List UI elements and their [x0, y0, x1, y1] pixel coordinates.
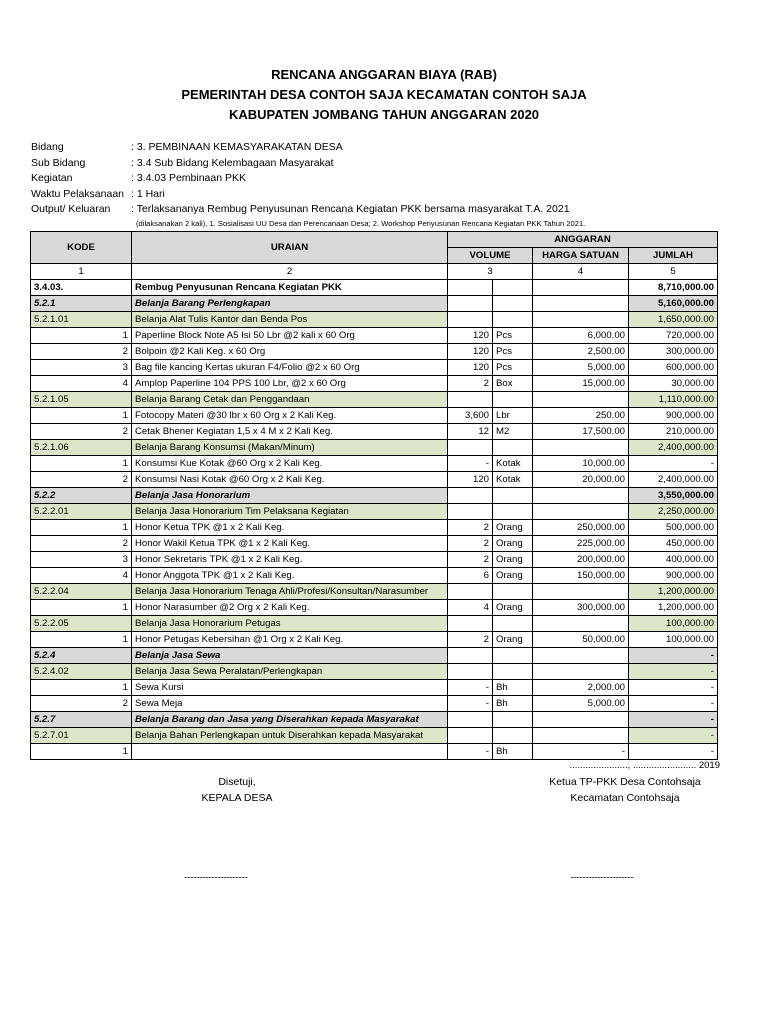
volume-unit: Bh — [493, 744, 533, 760]
amount: 2,400,000.00 — [629, 440, 718, 456]
volume-quantity — [448, 728, 493, 744]
account-code: 5.2.2 — [31, 488, 132, 504]
volume-unit — [493, 664, 533, 680]
info-value: : 3.4.03 Pembinaan PKK — [131, 172, 246, 185]
amount: - — [629, 648, 718, 664]
header-anggaran: ANGGARAN — [448, 232, 718, 248]
unit-price: 225,000.00 — [533, 536, 629, 552]
account-code: 5.2.7 — [31, 712, 132, 728]
account-code: 5.2.1.06 — [31, 440, 132, 456]
volume-quantity — [448, 664, 493, 680]
table-row — [31, 664, 718, 680]
table-row — [31, 488, 718, 504]
unit-price: 10,000.00 — [533, 456, 629, 472]
amount: - — [629, 664, 718, 680]
item-description: Honor Anggota TPK @1 x 2 Kali Keg. — [132, 568, 448, 584]
table-row — [31, 744, 718, 760]
table-row — [31, 376, 718, 392]
amount: 210,000.00 — [629, 424, 718, 440]
info-row — [31, 171, 570, 187]
amount: 1,200,000.00 — [629, 584, 718, 600]
volume-quantity: 120 — [448, 328, 493, 344]
table-row — [31, 696, 718, 712]
table-row — [31, 632, 718, 648]
item-description: Belanja Barang Perlengkapan — [132, 296, 448, 312]
unit-price — [533, 440, 629, 456]
amount: 30,000.00 — [629, 376, 718, 392]
item-number: 2 — [31, 344, 132, 360]
volume-quantity — [448, 616, 493, 632]
account-code: 5.2.2.04 — [31, 584, 132, 600]
volume-quantity — [448, 648, 493, 664]
info-label: Bidang — [31, 141, 64, 153]
unit-price — [533, 296, 629, 312]
amount: 450,000.00 — [629, 536, 718, 552]
pkk-chair-title: Ketua TP-PKK Desa Contohsaja — [549, 776, 701, 788]
volume-quantity — [448, 296, 493, 312]
item-number: 2 — [31, 472, 132, 488]
amount: 900,000.00 — [629, 408, 718, 424]
table-row — [31, 600, 718, 616]
unit-price: 15,000.00 — [533, 376, 629, 392]
volume-unit: Orang — [493, 536, 533, 552]
item-description: Sewa Kursi — [132, 680, 448, 696]
volume-unit — [493, 392, 533, 408]
volume-quantity: 4 — [448, 600, 493, 616]
table-row — [31, 520, 718, 536]
volume-quantity: 12 — [448, 424, 493, 440]
volume-unit — [493, 504, 533, 520]
item-description — [132, 744, 448, 760]
table-row — [31, 296, 718, 312]
column-number: 1 — [31, 264, 132, 280]
item-description: Amplop Paperline 104 PPS 100 Lbr, @2 x 60 Org — [132, 376, 448, 392]
account-code: 5.2.7.01 — [31, 728, 132, 744]
unit-price: - — [533, 744, 629, 760]
amount: - — [629, 744, 718, 760]
table-row — [31, 648, 718, 664]
volume-quantity: 2 — [448, 376, 493, 392]
volume-unit — [493, 648, 533, 664]
account-code: 5.2.2.05 — [31, 616, 132, 632]
volume-quantity: 2 — [448, 632, 493, 648]
volume-unit — [493, 440, 533, 456]
account-code: 5.2.1.01 — [31, 312, 132, 328]
item-number: 1 — [31, 408, 132, 424]
volume-unit — [493, 488, 533, 504]
item-description: Belanja Alat Tulis Kantor dan Benda Pos — [132, 312, 448, 328]
amount: 5,160,000.00 — [629, 296, 718, 312]
item-number: 3 — [31, 552, 132, 568]
volume-unit — [493, 712, 533, 728]
column-number: 4 — [533, 264, 629, 280]
item-number: 4 — [31, 376, 132, 392]
item-description: Honor Petugas Kebersihan @1 Org x 2 Kali Keg. — [132, 632, 448, 648]
volume-unit: Box — [493, 376, 533, 392]
account-code: 3.4.03. — [31, 280, 132, 296]
unit-price — [533, 504, 629, 520]
item-description: Bag file kancing Kertas ukuran F4/Folio @2 x 60 Org — [132, 360, 448, 376]
info-value: : 3.4 Sub Bidang Kelembagaan Masyarakat — [131, 156, 334, 169]
village-head-title: KEPALA DESA — [201, 792, 273, 804]
info-row — [31, 156, 570, 172]
unit-price: 200,000.00 — [533, 552, 629, 568]
info-label: Waktu Pelaksanaan — [31, 187, 124, 200]
volume-quantity — [448, 440, 493, 456]
amount: 8,710,000.00 — [629, 280, 718, 296]
volume-quantity: 120 — [448, 344, 493, 360]
unit-price: 2,000.00 — [533, 680, 629, 696]
volume-unit — [493, 616, 533, 632]
account-code: 5.2.4 — [31, 648, 132, 664]
item-description: Belanja Barang Cetak dan Penggandaan — [132, 392, 448, 408]
unit-price — [533, 280, 629, 296]
amount: - — [629, 680, 718, 696]
volume-quantity: 120 — [448, 472, 493, 488]
doc-subtitle-government: PEMERINTAH DESA CONTOH SAJA KECAMATAN CONTOH SAJA — [181, 87, 587, 102]
item-number: 1 — [31, 600, 132, 616]
unit-price: 6,000.00 — [533, 328, 629, 344]
table-row — [31, 344, 718, 360]
item-description: Belanja Barang Konsumsi (Makan/Minum) — [132, 440, 448, 456]
account-code: 5.2.1.05 — [31, 392, 132, 408]
item-description: Honor Narasumber @2 Org x 2 Kali Keg. — [132, 600, 448, 616]
header-volume: VOLUME — [448, 248, 533, 264]
amount: 3,550,000.00 — [629, 488, 718, 504]
unit-price — [533, 392, 629, 408]
info-block — [31, 140, 570, 218]
volume-quantity: 2 — [448, 552, 493, 568]
volume-quantity — [448, 584, 493, 600]
volume-quantity: - — [448, 744, 493, 760]
table-row — [31, 408, 718, 424]
item-description: Cetak Bhener Kegiatan 1,5 x 4 M x 2 Kali Keg. — [132, 424, 448, 440]
info-row — [31, 187, 570, 203]
volume-unit: Pcs — [493, 344, 533, 360]
volume-unit: Orang — [493, 600, 533, 616]
volume-quantity: 6 — [448, 568, 493, 584]
amount: 720,000.00 — [629, 328, 718, 344]
unit-price — [533, 584, 629, 600]
amount: 300,000.00 — [629, 344, 718, 360]
approval-label: Disetuji, — [218, 776, 256, 788]
item-description: Paperline Block Note A5 Isi 50 Lbr @2 kali x 60 Org — [132, 328, 448, 344]
volume-quantity: 3,600 — [448, 408, 493, 424]
info-label: Output/ Keluaran — [31, 203, 111, 216]
info-value: : Terlaksananya Rembug Penyusunan Rencana Kegiatan PKK bersama masyarakat T.A. 2021 — [131, 203, 570, 216]
table-row — [31, 360, 718, 376]
header-harga-satuan: HARGA SATUAN — [533, 248, 629, 264]
amount: 400,000.00 — [629, 552, 718, 568]
info-row — [31, 202, 570, 218]
table-row — [31, 728, 718, 744]
item-description: Belanja Bahan Perlengkapan untuk Diserahkan kepada Masyarakat — [132, 728, 448, 744]
item-number: 1 — [31, 744, 132, 760]
volume-quantity — [448, 312, 493, 328]
table-row — [31, 392, 718, 408]
info-label: Sub Bidang — [31, 156, 86, 169]
volume-unit: Pcs — [493, 360, 533, 376]
doc-subtitle-regency: KABUPATEN JOMBANG TAHUN ANGGARAN 2020 — [228, 107, 540, 122]
table-row — [31, 536, 718, 552]
item-description: Belanja Jasa Sewa Peralatan/Perlengkapan — [132, 664, 448, 680]
volume-unit: Lbr — [493, 408, 533, 424]
info-label: Kegiatan — [31, 172, 73, 185]
header-jumlah: JUMLAH — [629, 248, 718, 264]
volume-quantity — [448, 504, 493, 520]
volume-unit — [493, 728, 533, 744]
village-head-signature-line: .......................................... — [184, 870, 248, 880]
item-number: 4 — [31, 568, 132, 584]
unit-price: 5,000.00 — [533, 360, 629, 376]
column-number: 2 — [132, 264, 448, 280]
table-row — [31, 568, 718, 584]
item-number: 2 — [31, 424, 132, 440]
item-description: Belanja Jasa Sewa — [132, 648, 448, 664]
unit-price: 150,000.00 — [533, 568, 629, 584]
column-number: 3 — [448, 264, 533, 280]
item-description: Rembug Penyusunan Rencana Kegiatan PKK — [132, 280, 448, 296]
table-row — [31, 472, 718, 488]
unit-price — [533, 312, 629, 328]
info-value: : 1 Hari — [131, 187, 165, 200]
volume-quantity: - — [448, 680, 493, 696]
unit-price: 20,000.00 — [533, 472, 629, 488]
volume-quantity — [448, 488, 493, 504]
amount: 1,110,000.00 — [629, 392, 718, 408]
info-row — [31, 140, 570, 156]
table-row — [31, 616, 718, 632]
volume-quantity: - — [448, 456, 493, 472]
header-kode: KODE — [31, 232, 132, 264]
table-row — [31, 456, 718, 472]
unit-price — [533, 664, 629, 680]
item-number: 3 — [31, 360, 132, 376]
pkk-chair-signature-line: .......................................... — [570, 870, 634, 880]
table-row — [31, 328, 718, 344]
unit-price: 50,000.00 — [533, 632, 629, 648]
volume-unit: Bh — [493, 680, 533, 696]
volume-unit: Orang — [493, 632, 533, 648]
table-row — [31, 312, 718, 328]
unit-price: 250,000.00 — [533, 520, 629, 536]
table-row — [31, 424, 718, 440]
account-code: 5.2.1 — [31, 296, 132, 312]
table-row — [31, 680, 718, 696]
volume-unit: Kotak — [493, 472, 533, 488]
volume-quantity: 2 — [448, 520, 493, 536]
doc-title: RENCANA ANGGARAN BIAYA (RAB) — [271, 67, 497, 82]
column-number: 5 — [629, 264, 718, 280]
volume-unit — [493, 280, 533, 296]
table-row — [31, 552, 718, 568]
item-description: Sewa Meja — [132, 696, 448, 712]
amount: 100,000.00 — [629, 632, 718, 648]
unit-price — [533, 728, 629, 744]
volume-quantity: - — [448, 696, 493, 712]
unit-price: 17,500.00 — [533, 424, 629, 440]
info-value: : 3. PEMBINAAN KEMASYARAKATAN DESA — [131, 141, 343, 153]
header-uraian: URAIAN — [132, 232, 448, 264]
table-row — [31, 584, 718, 600]
item-description: Honor Ketua TPK @1 x 2 Kali Keg. — [132, 520, 448, 536]
volume-unit: Orang — [493, 520, 533, 536]
item-description: Honor Sekretaris TPK @1 x 2 Kali Keg. — [132, 552, 448, 568]
unit-price: 250.00 — [533, 408, 629, 424]
item-description: Bolpoin @2 Kali Keg. x 60 Org — [132, 344, 448, 360]
item-number: 1 — [31, 520, 132, 536]
item-number: 1 — [31, 632, 132, 648]
item-description: Fotocopy Materi @30 lbr x 60 Org x 2 Kali Keg. — [132, 408, 448, 424]
table-row — [31, 440, 718, 456]
volume-unit — [493, 584, 533, 600]
volume-unit — [493, 296, 533, 312]
amount: - — [629, 728, 718, 744]
item-number: 2 — [31, 536, 132, 552]
unit-price — [533, 648, 629, 664]
rab-table — [30, 231, 718, 760]
table-row — [31, 504, 718, 520]
output-note: (dilaksanakan 2 kali), 1. Sosialisasi UU Desa dan Perencanaan Desa; 2. Workshop Penyusunan Rencana Kegiatan PKK Tahun 2021. — [136, 219, 586, 228]
unit-price: 2,500.00 — [533, 344, 629, 360]
volume-unit: Kotak — [493, 456, 533, 472]
pkk-chair-district: Kecamatan Contohsaja — [570, 792, 680, 804]
item-description: Konsumsi Kue Kotak @60 Org x 2 Kali Keg. — [132, 456, 448, 472]
item-description: Belanja Jasa Honorarium Petugas — [132, 616, 448, 632]
volume-quantity — [448, 280, 493, 296]
amount: 2,250,000.00 — [629, 504, 718, 520]
table-row — [31, 712, 718, 728]
volume-quantity — [448, 392, 493, 408]
volume-unit: Orang — [493, 568, 533, 584]
unit-price — [533, 712, 629, 728]
account-code: 5.2.2.01 — [31, 504, 132, 520]
amount: 500,000.00 — [629, 520, 718, 536]
unit-price: 300,000.00 — [533, 600, 629, 616]
item-description: Belanja Jasa Honorarium — [132, 488, 448, 504]
unit-price — [533, 616, 629, 632]
amount: 1,650,000.00 — [629, 312, 718, 328]
amount: - — [629, 712, 718, 728]
table-row — [31, 280, 718, 296]
item-number: 2 — [31, 696, 132, 712]
item-description: Belanja Barang dan Jasa yang Diserahkan kepada Masyarakat — [132, 712, 448, 728]
amount: - — [629, 696, 718, 712]
volume-unit: Orang — [493, 552, 533, 568]
volume-unit: Pcs — [493, 328, 533, 344]
volume-unit — [493, 312, 533, 328]
unit-price: 5,000.00 — [533, 696, 629, 712]
volume-quantity — [448, 712, 493, 728]
amount: 2,400,000.00 — [629, 472, 718, 488]
volume-unit: M2 — [493, 424, 533, 440]
account-code: 5.2.4.02 — [31, 664, 132, 680]
item-description: Belanja Jasa Honorarium Tenaga Ahli/Profesi/Konsultan/Narasumber — [132, 584, 448, 600]
item-description: Belanja Jasa Honorarium Tim Pelaksana Kegiatan — [132, 504, 448, 520]
amount: 100,000.00 — [629, 616, 718, 632]
item-description: Konsumsi Nasi Kotak @60 Org x 2 Kali Keg. — [132, 472, 448, 488]
volume-quantity: 2 — [448, 536, 493, 552]
volume-unit: Bh — [493, 696, 533, 712]
item-number: 1 — [31, 680, 132, 696]
item-number: 1 — [31, 456, 132, 472]
signature-date: ......................, ........................ 2019 — [569, 760, 720, 771]
unit-price — [533, 488, 629, 504]
item-number: 1 — [31, 328, 132, 344]
amount: 900,000.00 — [629, 568, 718, 584]
volume-quantity: 120 — [448, 360, 493, 376]
amount: - — [629, 456, 718, 472]
item-description: Honor Wakil Ketua TPK @1 x 2 Kali Keg. — [132, 536, 448, 552]
amount: 1,200,000.00 — [629, 600, 718, 616]
amount: 600,000.00 — [629, 360, 718, 376]
